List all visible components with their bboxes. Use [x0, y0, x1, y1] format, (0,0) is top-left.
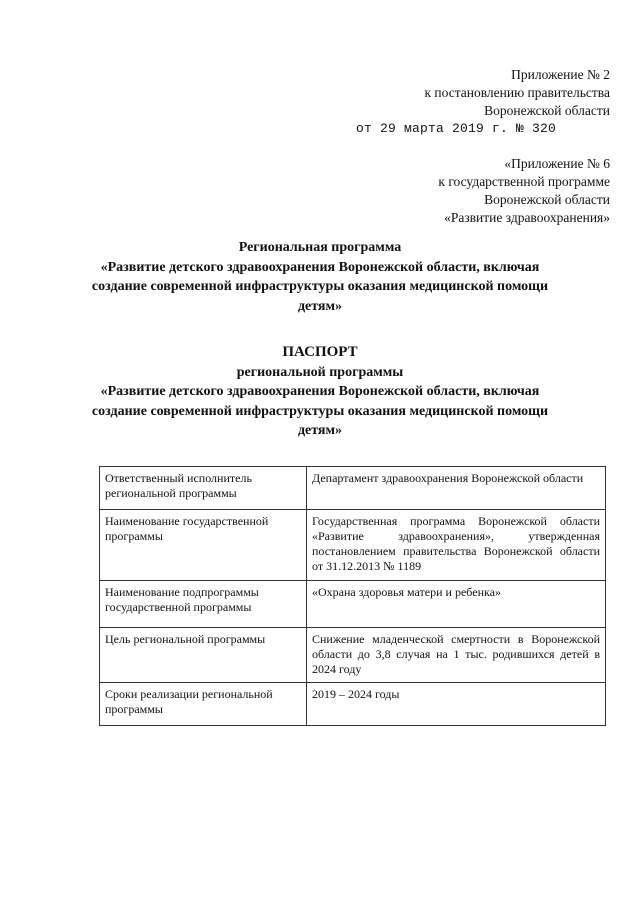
program-title-line1: Региональная программа: [238, 240, 402, 255]
table-row: [100, 683, 606, 726]
program-title-line3: создание современной инфраструктуры оказания медицинской помощи: [91, 279, 549, 294]
passport-title: [40, 343, 600, 441]
passport-title-line3: «Развитие детского здравоохранения Воронежской области, включая: [100, 384, 540, 399]
row-label: Наименование подпрограммы государственной программы: [100, 581, 307, 628]
row-label: Ответственный исполнитель региональной программы: [100, 467, 307, 510]
table-row: [100, 581, 606, 628]
appendix-main-line1: Приложение № 2: [511, 67, 610, 82]
row-label: Цель региональной программы: [100, 628, 307, 683]
table-row: [100, 467, 606, 510]
row-value: Департамент здравоохранения Воронежской области: [307, 467, 606, 510]
program-title-line4: детям»: [297, 298, 343, 314]
row-label: Сроки реализации региональной программы: [100, 683, 307, 726]
row-value: Снижение младенческой смертности в Воронежской области до 3,8 случая на 1 тыс. родившихся детей в 2024 году: [307, 628, 606, 683]
appendix-main-line3: Воронежской области: [484, 103, 610, 118]
appendix-main-block: [356, 66, 610, 138]
row-value: Государственная программа Воронежской области «Развитие здравоохранения», утвержденная постановлением правительства Воронежской области от 31.12.2013 № 1189: [307, 510, 606, 581]
passport-title-line5: детям»: [297, 423, 343, 438]
passport-subheading: региональной программы: [236, 364, 404, 380]
row-value: «Охрана здоровья матери и ребенка»: [307, 581, 606, 628]
passport-heading: ПАСПОРТ: [282, 344, 358, 360]
appendix-sub-line2: к государственной программе: [438, 174, 610, 189]
table-row: [100, 628, 606, 683]
appendix-sub-block: [438, 155, 610, 227]
table-row: [100, 510, 606, 581]
appendix-sub-line1: «Приложение № 6: [504, 156, 610, 171]
row-label: Наименование государственной программы: [100, 510, 307, 581]
passport-title-line4: создание современной инфраструктуры оказания медицинской помощи: [91, 403, 549, 419]
appendix-sub-line3: Воронежской области: [484, 192, 610, 207]
passport-table: [99, 466, 606, 726]
resolution-date-stamp: от 29 марта 2019 г. № 320: [355, 121, 556, 136]
appendix-sub-line4: «Развитие здравоохранения»: [444, 210, 610, 225]
program-title: [40, 238, 600, 316]
program-title-line2: «Развитие детского здравоохранения Воронежской области, включая: [100, 259, 540, 275]
row-value: 2019 – 2024 годы: [307, 683, 606, 726]
appendix-main-line2: к постановлению правительства: [424, 85, 610, 100]
